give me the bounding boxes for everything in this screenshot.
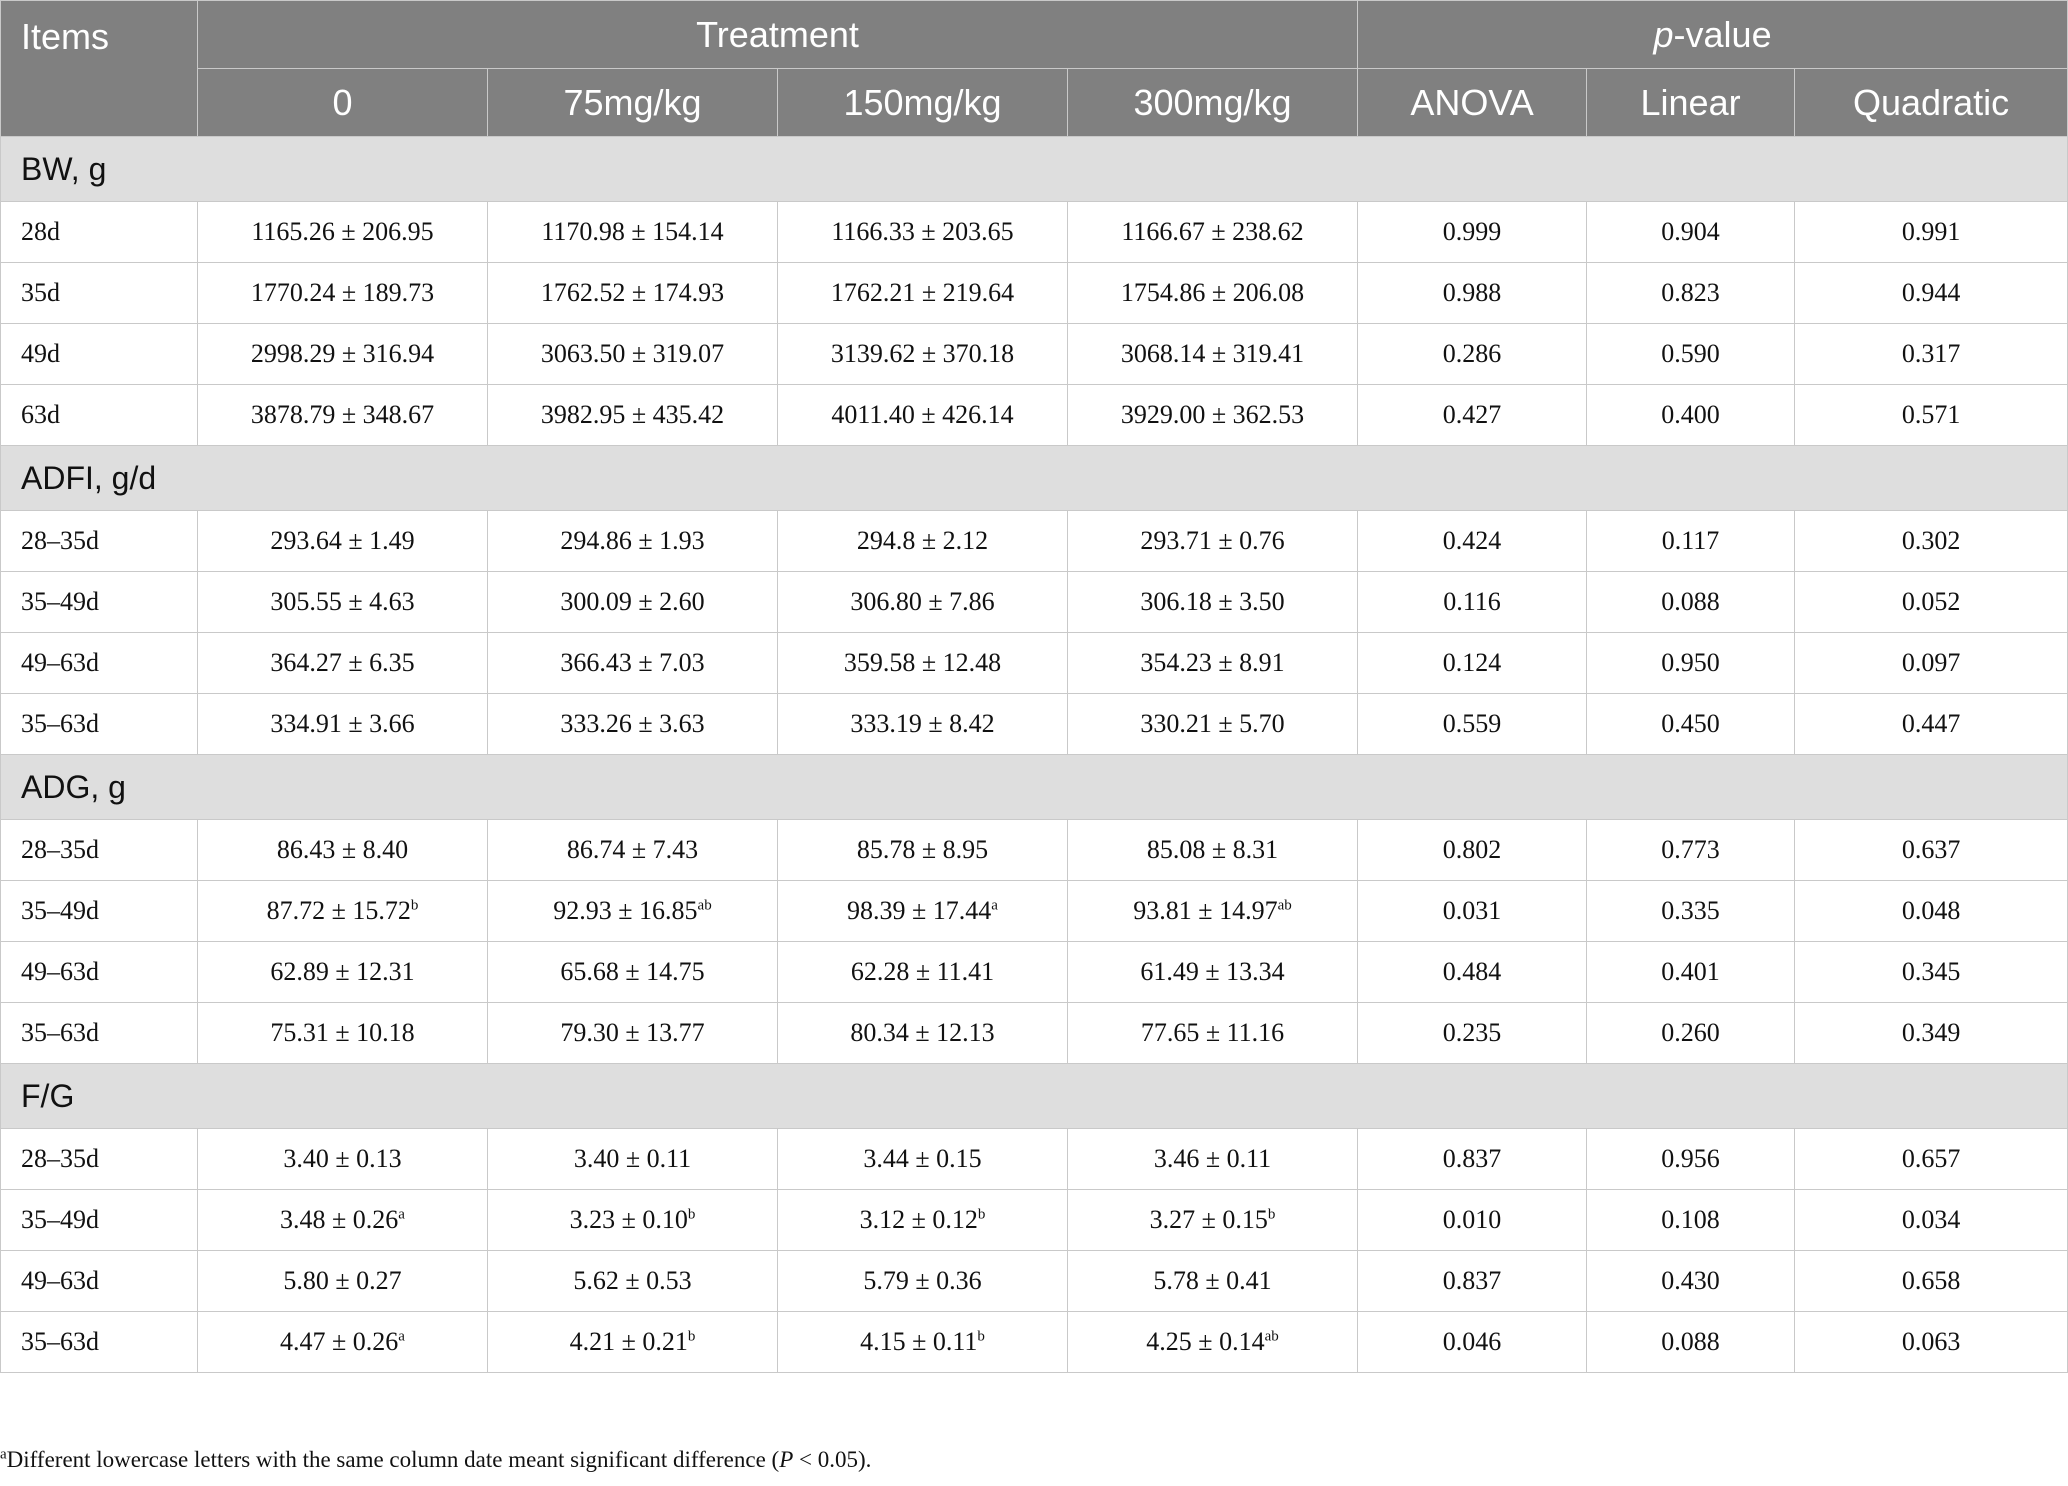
table-cell bbox=[1795, 202, 2068, 263]
table-cell bbox=[1068, 1312, 1358, 1373]
table-cell bbox=[1358, 1129, 1587, 1190]
table-cell bbox=[488, 202, 778, 263]
table-cell bbox=[778, 942, 1068, 1003]
cell-value: 0.944 bbox=[1901, 278, 1961, 307]
table-cell bbox=[1587, 511, 1795, 572]
table-cell bbox=[1358, 942, 1587, 1003]
cell-value: 306.18 ± 3.50 bbox=[1140, 587, 1285, 616]
cell-value: 0.904 bbox=[1661, 217, 1720, 246]
table-row bbox=[1, 694, 2068, 755]
cell-value: 3068.14 ± 319.41 bbox=[1120, 339, 1305, 368]
header-col-75: 75mg/kg bbox=[488, 69, 778, 137]
cell-value: 0.956 bbox=[1661, 1144, 1720, 1173]
row-label: 35–49d bbox=[1, 1190, 198, 1251]
table-cell bbox=[198, 1003, 488, 1064]
table-header bbox=[1, 1, 2068, 137]
cell-value: 1754.86 ± 206.08 bbox=[1120, 278, 1305, 307]
table-row bbox=[1, 1251, 2068, 1312]
significance-letter: b bbox=[687, 1328, 696, 1345]
table-cell bbox=[1587, 694, 1795, 755]
table-cell bbox=[1068, 694, 1358, 755]
cell-value: 4.15 ± 0.11 bbox=[860, 1327, 978, 1356]
table-row bbox=[1, 820, 2068, 881]
cell-value: 1762.21 ± 219.64 bbox=[830, 278, 1015, 307]
cell-value: 0.427 bbox=[1442, 400, 1502, 429]
table-cell bbox=[1795, 511, 2068, 572]
table-cell bbox=[198, 820, 488, 881]
cell-value: 0.048 bbox=[1901, 896, 1961, 925]
cell-value: 1762.52 ± 174.93 bbox=[540, 278, 725, 307]
table-row bbox=[1, 633, 2068, 694]
cell-value: 65.68 ± 14.75 bbox=[560, 957, 705, 986]
section-row bbox=[1, 1064, 2068, 1129]
cell-value: 294.8 ± 2.12 bbox=[856, 526, 989, 555]
table-cell bbox=[1587, 942, 1795, 1003]
significance-letter: b bbox=[1267, 1206, 1276, 1223]
header-col-300: 300mg/kg bbox=[1068, 69, 1358, 137]
table-cell bbox=[1795, 572, 2068, 633]
table-cell bbox=[778, 324, 1068, 385]
table-cell bbox=[778, 572, 1068, 633]
footnote bbox=[0, 1447, 871, 1473]
table-row bbox=[1, 1129, 2068, 1190]
table-cell bbox=[198, 324, 488, 385]
table-cell bbox=[778, 385, 1068, 446]
section-row bbox=[1, 446, 2068, 511]
cell-value: 0.637 bbox=[1901, 835, 1961, 864]
cell-value: 0.116 bbox=[1443, 587, 1501, 616]
table-cell bbox=[1587, 202, 1795, 263]
cell-value: 3.27 ± 0.15 bbox=[1149, 1205, 1268, 1234]
table-cell bbox=[778, 202, 1068, 263]
cell-value: 294.86 ± 1.93 bbox=[560, 526, 705, 555]
table-cell bbox=[778, 881, 1068, 942]
table-cell bbox=[1068, 820, 1358, 881]
cell-value: 3929.00 ± 362.53 bbox=[1120, 400, 1305, 429]
table-cell bbox=[1068, 1129, 1358, 1190]
row-label: 35–63d bbox=[1, 1003, 198, 1064]
table-cell bbox=[488, 820, 778, 881]
cell-value: 0.802 bbox=[1442, 835, 1502, 864]
cell-value: 4.47 ± 0.26 bbox=[280, 1327, 399, 1356]
cell-value: 0.991 bbox=[1901, 217, 1961, 246]
row-label: 49–63d bbox=[1, 942, 198, 1003]
footnote-p: P bbox=[779, 1447, 794, 1472]
row-label: 28–35d bbox=[1, 1129, 198, 1190]
table-cell bbox=[1358, 263, 1587, 324]
table-cell bbox=[778, 694, 1068, 755]
table-cell bbox=[1587, 1129, 1795, 1190]
section-title: ADG, g bbox=[1, 755, 2068, 820]
section-title: F/G bbox=[1, 1064, 2068, 1129]
significance-letter: a bbox=[398, 1328, 405, 1345]
cell-value: 77.65 ± 11.16 bbox=[1140, 1018, 1285, 1047]
table-cell bbox=[1068, 572, 1358, 633]
table-row bbox=[1, 324, 2068, 385]
cell-value: 5.78 ± 0.41 bbox=[1153, 1266, 1272, 1295]
cell-value: 62.89 ± 12.31 bbox=[270, 957, 415, 986]
cell-value: 3.40 ± 0.13 bbox=[283, 1144, 402, 1173]
cell-value: 0.088 bbox=[1661, 587, 1720, 616]
header-col-quadratic: Quadratic bbox=[1795, 69, 2068, 137]
cell-value: 1166.33 ± 203.65 bbox=[831, 217, 1014, 246]
footnote-text: Different lowercase letters with the same column date meant significant difference ( bbox=[6, 1447, 780, 1472]
table-cell bbox=[488, 1312, 778, 1373]
cell-value: 3878.79 ± 348.67 bbox=[250, 400, 435, 429]
significance-letter: a bbox=[398, 1206, 405, 1223]
table-cell bbox=[778, 263, 1068, 324]
cell-value: 4.21 ± 0.21 bbox=[569, 1327, 688, 1356]
table-cell bbox=[1068, 1251, 1358, 1312]
cell-value: 85.08 ± 8.31 bbox=[1146, 835, 1279, 864]
cell-value: 1170.98 ± 154.14 bbox=[541, 217, 724, 246]
table-cell bbox=[1068, 324, 1358, 385]
table-cell bbox=[1358, 572, 1587, 633]
row-label: 35d bbox=[1, 263, 198, 324]
cell-value: 334.91 ± 3.66 bbox=[270, 709, 415, 738]
cell-value: 5.80 ± 0.27 bbox=[283, 1266, 402, 1295]
section-row bbox=[1, 137, 2068, 202]
table-cell bbox=[198, 385, 488, 446]
table-cell bbox=[1587, 820, 1795, 881]
cell-value: 3.12 ± 0.12 bbox=[859, 1205, 978, 1234]
table-cell bbox=[198, 1129, 488, 1190]
cell-value: 0.590 bbox=[1661, 339, 1720, 368]
cell-value: 3063.50 ± 319.07 bbox=[540, 339, 725, 368]
row-label: 49–63d bbox=[1, 633, 198, 694]
table-cell bbox=[1358, 1190, 1587, 1251]
table-row bbox=[1, 202, 2068, 263]
header-col-anova: ANOVA bbox=[1358, 69, 1587, 137]
table-cell bbox=[1358, 881, 1587, 942]
table-cell bbox=[1358, 324, 1587, 385]
table-cell bbox=[1795, 1003, 2068, 1064]
table-cell bbox=[1587, 385, 1795, 446]
table-cell bbox=[1795, 1129, 2068, 1190]
cell-value: 0.317 bbox=[1901, 339, 1961, 368]
cell-value: 0.401 bbox=[1661, 957, 1720, 986]
significance-letter: b bbox=[410, 897, 419, 914]
cell-value: 80.34 ± 12.13 bbox=[850, 1018, 995, 1047]
table-cell bbox=[778, 1190, 1068, 1251]
table-row bbox=[1, 942, 2068, 1003]
table-row bbox=[1, 572, 2068, 633]
cell-value: 87.72 ± 15.72 bbox=[266, 896, 411, 925]
table-cell bbox=[198, 572, 488, 633]
cell-value: 0.400 bbox=[1661, 400, 1720, 429]
cell-value: 92.93 ± 16.85 bbox=[553, 896, 698, 925]
table-cell bbox=[198, 1190, 488, 1251]
table-cell bbox=[1358, 1251, 1587, 1312]
table-cell bbox=[198, 942, 488, 1003]
table-cell bbox=[1587, 633, 1795, 694]
cell-value: 79.30 ± 13.77 bbox=[560, 1018, 705, 1047]
table-cell bbox=[1068, 942, 1358, 1003]
table-cell bbox=[778, 820, 1068, 881]
table-cell bbox=[488, 694, 778, 755]
cell-value: 0.658 bbox=[1901, 1266, 1961, 1295]
cell-value: 0.235 bbox=[1442, 1018, 1502, 1047]
cell-value: 0.034 bbox=[1901, 1205, 1961, 1234]
table-cell bbox=[1587, 263, 1795, 324]
table-cell bbox=[1587, 881, 1795, 942]
table-cell bbox=[778, 1003, 1068, 1064]
row-label: 63d bbox=[1, 385, 198, 446]
header-col-linear: Linear bbox=[1587, 69, 1795, 137]
cell-value: 293.71 ± 0.76 bbox=[1140, 526, 1285, 555]
table-cell bbox=[488, 385, 778, 446]
cell-value: 333.26 ± 3.63 bbox=[560, 709, 705, 738]
row-label: 35–49d bbox=[1, 572, 198, 633]
table-cell bbox=[488, 1251, 778, 1312]
table-row bbox=[1, 1190, 2068, 1251]
table-cell bbox=[1795, 820, 2068, 881]
table-cell bbox=[1587, 1003, 1795, 1064]
cell-value: 3982.95 ± 435.42 bbox=[540, 400, 725, 429]
table-cell bbox=[1358, 1003, 1587, 1064]
footnote-text-end: < 0.05). bbox=[793, 1447, 872, 1472]
row-label: 35–63d bbox=[1, 694, 198, 755]
cell-value: 4011.40 ± 426.14 bbox=[831, 400, 1014, 429]
cell-value: 0.286 bbox=[1442, 339, 1502, 368]
row-label: 28–35d bbox=[1, 511, 198, 572]
table-cell bbox=[1587, 1251, 1795, 1312]
cell-value: 1770.24 ± 189.73 bbox=[250, 278, 435, 307]
table-cell bbox=[1358, 511, 1587, 572]
table-cell bbox=[1795, 881, 2068, 942]
table-row bbox=[1, 1003, 2068, 1064]
cell-value: 0.447 bbox=[1901, 709, 1961, 738]
cell-value: 293.64 ± 1.49 bbox=[270, 526, 415, 555]
significance-letter: b bbox=[687, 1206, 696, 1223]
cell-value: 0.052 bbox=[1901, 587, 1961, 616]
cell-value: 0.657 bbox=[1901, 1144, 1961, 1173]
table-cell bbox=[1068, 385, 1358, 446]
cell-value: 366.43 ± 7.03 bbox=[560, 648, 705, 677]
table-cell bbox=[1068, 511, 1358, 572]
table-cell bbox=[198, 633, 488, 694]
table-cell bbox=[198, 263, 488, 324]
table-cell bbox=[198, 881, 488, 942]
cell-value: 0.046 bbox=[1442, 1327, 1502, 1356]
cell-value: 4.25 ± 0.14 bbox=[1146, 1327, 1265, 1356]
cell-value: 0.950 bbox=[1661, 648, 1720, 677]
table-cell bbox=[1795, 942, 2068, 1003]
cell-value: 3139.62 ± 370.18 bbox=[830, 339, 1015, 368]
table-cell bbox=[488, 881, 778, 942]
cell-value: 359.58 ± 12.48 bbox=[843, 648, 1002, 677]
table-cell bbox=[1358, 202, 1587, 263]
table-cell bbox=[1587, 572, 1795, 633]
cell-value: 1165.26 ± 206.95 bbox=[251, 217, 434, 246]
cell-value: 0.260 bbox=[1661, 1018, 1720, 1047]
table-cell bbox=[778, 511, 1068, 572]
table-cell bbox=[488, 263, 778, 324]
section-title: ADFI, g/d bbox=[1, 446, 2068, 511]
cell-value: 0.117 bbox=[1661, 526, 1720, 555]
table-cell bbox=[778, 1251, 1068, 1312]
cell-value: 364.27 ± 6.35 bbox=[270, 648, 415, 677]
table-cell bbox=[1068, 1190, 1358, 1251]
table-cell bbox=[1795, 1251, 2068, 1312]
cell-value: 300.09 ± 2.60 bbox=[560, 587, 705, 616]
row-label: 35–49d bbox=[1, 881, 198, 942]
cell-value: 3.23 ± 0.10 bbox=[569, 1205, 688, 1234]
cell-value: 0.031 bbox=[1442, 896, 1502, 925]
cell-value: 3.46 ± 0.11 bbox=[1153, 1144, 1272, 1173]
cell-value: 330.21 ± 5.70 bbox=[1140, 709, 1285, 738]
table-cell bbox=[1795, 633, 2068, 694]
table-cell bbox=[198, 511, 488, 572]
table-cell bbox=[1068, 1003, 1358, 1064]
table-cell bbox=[778, 1312, 1068, 1373]
significance-letter: b bbox=[977, 1328, 985, 1345]
significance-letter: ab bbox=[1277, 897, 1292, 914]
table-cell bbox=[1358, 820, 1587, 881]
table-row bbox=[1, 263, 2068, 324]
cell-value: 0.571 bbox=[1901, 400, 1961, 429]
cell-value: 0.302 bbox=[1901, 526, 1961, 555]
table-cell bbox=[488, 1129, 778, 1190]
cell-value: 0.484 bbox=[1442, 957, 1502, 986]
table-cell bbox=[1358, 633, 1587, 694]
table-cell bbox=[1587, 324, 1795, 385]
table-row bbox=[1, 385, 2068, 446]
cell-value: 3.48 ± 0.26 bbox=[280, 1205, 399, 1234]
row-label: 35–63d bbox=[1, 1312, 198, 1373]
cell-value: 305.55 ± 4.63 bbox=[270, 587, 415, 616]
cell-value: 0.823 bbox=[1661, 278, 1720, 307]
header-col-150: 150mg/kg bbox=[778, 69, 1068, 137]
cell-value: 0.559 bbox=[1442, 709, 1502, 738]
table-row bbox=[1, 881, 2068, 942]
cell-value: 0.837 bbox=[1442, 1266, 1502, 1295]
cell-value: 0.349 bbox=[1901, 1018, 1961, 1047]
table-cell bbox=[1795, 324, 2068, 385]
cell-value: 5.79 ± 0.36 bbox=[863, 1266, 982, 1295]
table-cell bbox=[1587, 1312, 1795, 1373]
header-col-0: 0 bbox=[198, 69, 488, 137]
cell-value: 0.988 bbox=[1442, 278, 1502, 307]
table-cell bbox=[488, 1190, 778, 1251]
cell-value: 62.28 ± 11.41 bbox=[850, 957, 995, 986]
cell-value: 333.19 ± 8.42 bbox=[850, 709, 995, 738]
cell-value: 0.430 bbox=[1661, 1266, 1720, 1295]
cell-value: 5.62 ± 0.53 bbox=[573, 1266, 692, 1295]
cell-value: 0.999 bbox=[1442, 217, 1502, 246]
cell-value: 86.43 ± 8.40 bbox=[276, 835, 409, 864]
cell-value: 86.74 ± 7.43 bbox=[566, 835, 699, 864]
table-row bbox=[1, 511, 2068, 572]
footnote-marker: a bbox=[0, 1446, 7, 1463]
cell-value: 0.424 bbox=[1442, 526, 1502, 555]
table-cell bbox=[198, 694, 488, 755]
row-label: 49–63d bbox=[1, 1251, 198, 1312]
significance-letter: b bbox=[977, 1206, 986, 1223]
table-cell bbox=[488, 1003, 778, 1064]
row-label: 49d bbox=[1, 324, 198, 385]
cell-value: 0.450 bbox=[1661, 709, 1720, 738]
table-cell bbox=[778, 633, 1068, 694]
cell-value: 0.837 bbox=[1442, 1144, 1502, 1173]
table-cell bbox=[1068, 881, 1358, 942]
table-cell bbox=[198, 1312, 488, 1373]
section-title: BW, g bbox=[1, 137, 2068, 202]
table-cell bbox=[1068, 633, 1358, 694]
cell-value: 61.49 ± 13.34 bbox=[1140, 957, 1285, 986]
table-row bbox=[1, 1312, 2068, 1373]
significance-letter: ab bbox=[1264, 1328, 1279, 1345]
cell-value: 0.124 bbox=[1442, 648, 1502, 677]
cell-value: 3.40 ± 0.11 bbox=[573, 1144, 692, 1173]
table-cell bbox=[488, 633, 778, 694]
table-cell bbox=[1068, 263, 1358, 324]
header-pvalue-rest: -value bbox=[1673, 13, 1772, 55]
cell-value: 93.81 ± 14.97 bbox=[1133, 896, 1278, 925]
header-items: Items bbox=[1, 1, 198, 137]
cell-value: 306.80 ± 7.86 bbox=[850, 587, 995, 616]
table-cell bbox=[1795, 1312, 2068, 1373]
table-cell bbox=[1068, 202, 1358, 263]
cell-value: 3.44 ± 0.15 bbox=[863, 1144, 982, 1173]
table-cell bbox=[488, 511, 778, 572]
cell-value: 98.39 ± 17.44 bbox=[847, 896, 992, 925]
table-cell bbox=[778, 1129, 1068, 1190]
table-cell bbox=[488, 572, 778, 633]
cell-value: 0.088 bbox=[1661, 1327, 1720, 1356]
table-cell bbox=[1795, 694, 2068, 755]
significance-letter: ab bbox=[697, 897, 712, 914]
cell-value: 0.010 bbox=[1442, 1205, 1502, 1234]
row-label: 28d bbox=[1, 202, 198, 263]
cell-value: 0.773 bbox=[1661, 835, 1720, 864]
table-cell bbox=[1795, 385, 2068, 446]
cell-value: 0.345 bbox=[1901, 957, 1961, 986]
table-cell bbox=[1358, 1312, 1587, 1373]
cell-value: 1166.67 ± 238.62 bbox=[1121, 217, 1304, 246]
table-cell bbox=[488, 324, 778, 385]
table-cell bbox=[1587, 1190, 1795, 1251]
section-row bbox=[1, 755, 2068, 820]
table-cell bbox=[198, 1251, 488, 1312]
cell-value: 2998.29 ± 316.94 bbox=[250, 339, 435, 368]
table-cell bbox=[1358, 385, 1587, 446]
row-label: 28–35d bbox=[1, 820, 198, 881]
header-pvalue-p: p bbox=[1653, 13, 1674, 55]
cell-value: 0.063 bbox=[1901, 1327, 1961, 1356]
cell-value: 0.097 bbox=[1901, 648, 1961, 677]
cell-value: 75.31 ± 10.18 bbox=[270, 1018, 415, 1047]
cell-value: 85.78 ± 8.95 bbox=[856, 835, 989, 864]
header-pvalue bbox=[1358, 1, 2068, 69]
table-cell bbox=[1795, 1190, 2068, 1251]
table-body bbox=[1, 137, 2068, 1373]
table-cell bbox=[488, 942, 778, 1003]
table-cell bbox=[198, 202, 488, 263]
table-cell bbox=[1358, 694, 1587, 755]
cell-value: 0.108 bbox=[1661, 1205, 1720, 1234]
cell-value: 354.23 ± 8.91 bbox=[1140, 648, 1285, 677]
cell-value: 0.335 bbox=[1661, 896, 1720, 925]
header-treatment: Treatment bbox=[198, 1, 1358, 69]
significance-letter: a bbox=[991, 897, 998, 914]
table-cell bbox=[1795, 263, 2068, 324]
